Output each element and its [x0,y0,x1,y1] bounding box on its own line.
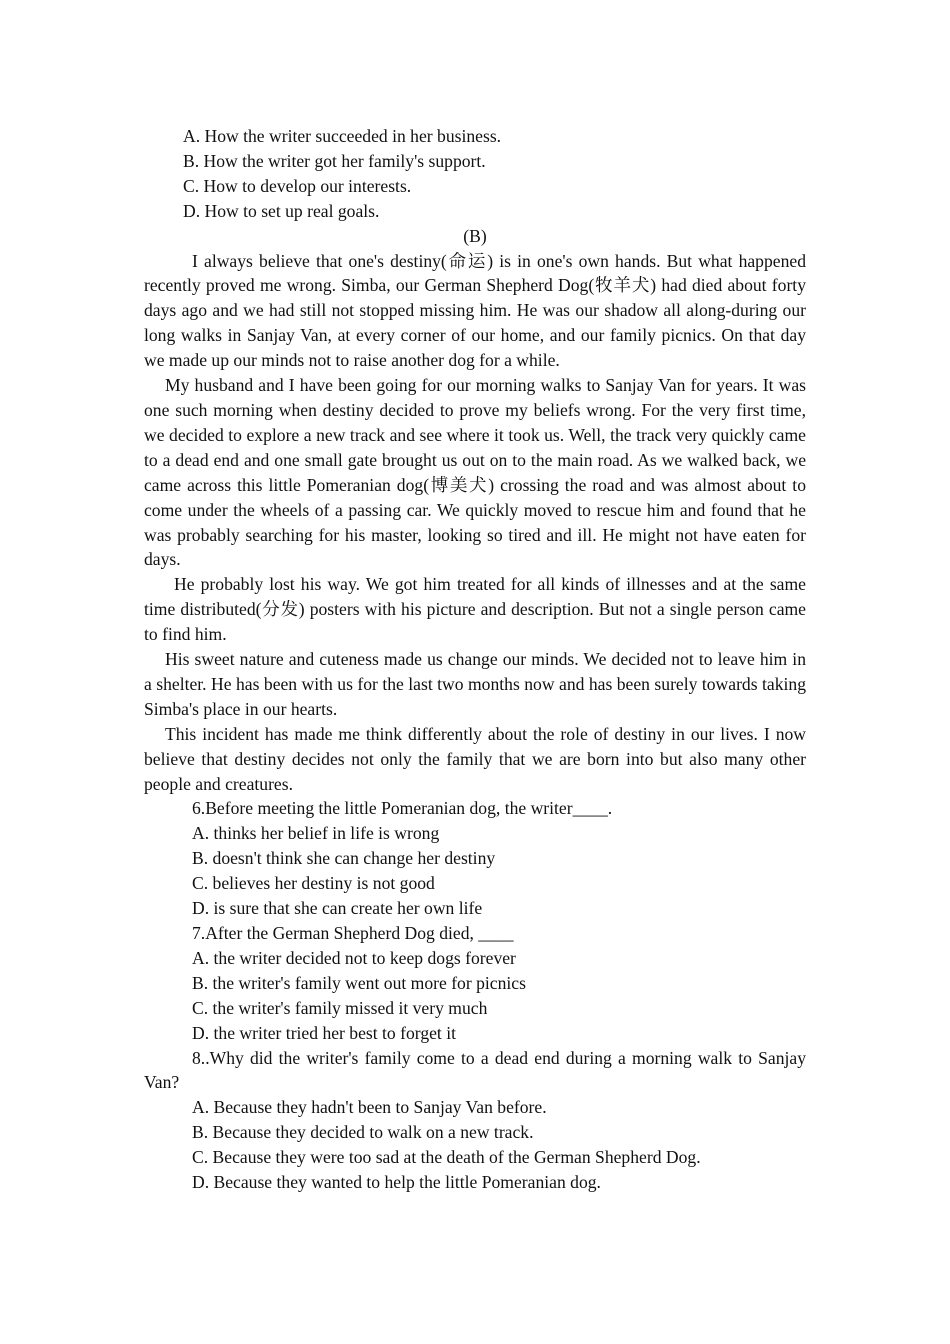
passage-paragraph: My husband and I have been going for our morning walks to Sanjay Van for years. It was one such morning when destiny decided to prove my beliefs wrong. For the very first time, we decided to explore a new track and see where it took us. Well, the track very quickly came to a dead end and one small gate brought us out on to the main road. As we walked back, we came across this little Pomeranian dog(博美犬) crossing the road and was almost about to come under the wheels of a passing car. We quickly moved to rescue him and found that he was probably searching for his master, looking so tired and ill. He might not have eaten for days. [144,375,806,570]
question-stem: 8..Why did the writer's family come to a dead end during a morning walk to Sanjay Van? [144,1047,806,1093]
answer-option: C. Because they were too sad at the death of the German Shepherd Dog. [192,1147,701,1168]
question-8 [144,1046,806,1195]
answer-option: B. doesn't think she can change her destiny [192,848,496,869]
answer-option: B. the writer's family went out more for picnics [192,972,526,993]
reading-passage [144,249,806,797]
question-stem: 7.After the German Shepherd Dog died, ____ [192,923,514,943]
document-page [144,124,806,1195]
option-line: C. How to develop our interests. [183,175,412,196]
option-line: B. How the writer got her family's support. [183,150,486,171]
answer-option: A. the writer decided not to keep dogs forever [192,947,516,968]
passage-paragraph: I always believe that one's destiny(命运) is in one's own hands. But what happened recently proved me wrong. Simba, our German Shepherd Dog(牧羊犬) had died about forty days ago and we had still not stopped missing him. He was our shadow all along-during our long walks in Sanjay Van, at every corner of our home, and our family picnics. On that day we made up our minds not to raise another dog for a while. [144,250,806,371]
question-stem: 6.Before meeting the little Pomeranian dog, the writer____. [192,798,613,819]
section-label: (B) [463,225,487,246]
answer-option: B. Because they decided to walk on a new track. [192,1122,534,1143]
previous-question-options [144,124,806,224]
passage-paragraph: His sweet nature and cuteness made us change our minds. We decided not to leave him in a shelter. He has been with us for the last two months now and has been surely towards taking Simba's place in our hearts. [144,649,806,719]
question-7 [144,921,806,1046]
answer-option: D. Because they wanted to help the little Pomeranian dog. [192,1172,601,1193]
passage-paragraph: He probably lost his way. We got him treated for all kinds of illnesses and at the same time distributed(分发) posters with his picture and description. But not a single person came to find him. [144,574,806,645]
answer-option: A. thinks her belief in life is wrong [192,823,440,844]
question-6 [144,796,806,921]
answer-option: C. the writer's family missed it very much [192,997,488,1018]
answer-option: A. Because they hadn't been to Sanjay Van before. [192,1097,547,1118]
answer-option: D. is sure that she can create her own life [192,898,483,919]
passage-paragraph: This incident has made me think differently about the role of destiny in our lives. I now believe that destiny decides not only the family that we are born into but also many other people and creatures. [144,723,806,794]
answer-option: C. believes her destiny is not good [192,873,435,894]
option-line: D. How to set up real goals. [183,200,380,221]
answer-option: D. the writer tried her best to forget it [192,1022,456,1043]
option-line: A. How the writer succeeded in her business. [183,126,502,146]
